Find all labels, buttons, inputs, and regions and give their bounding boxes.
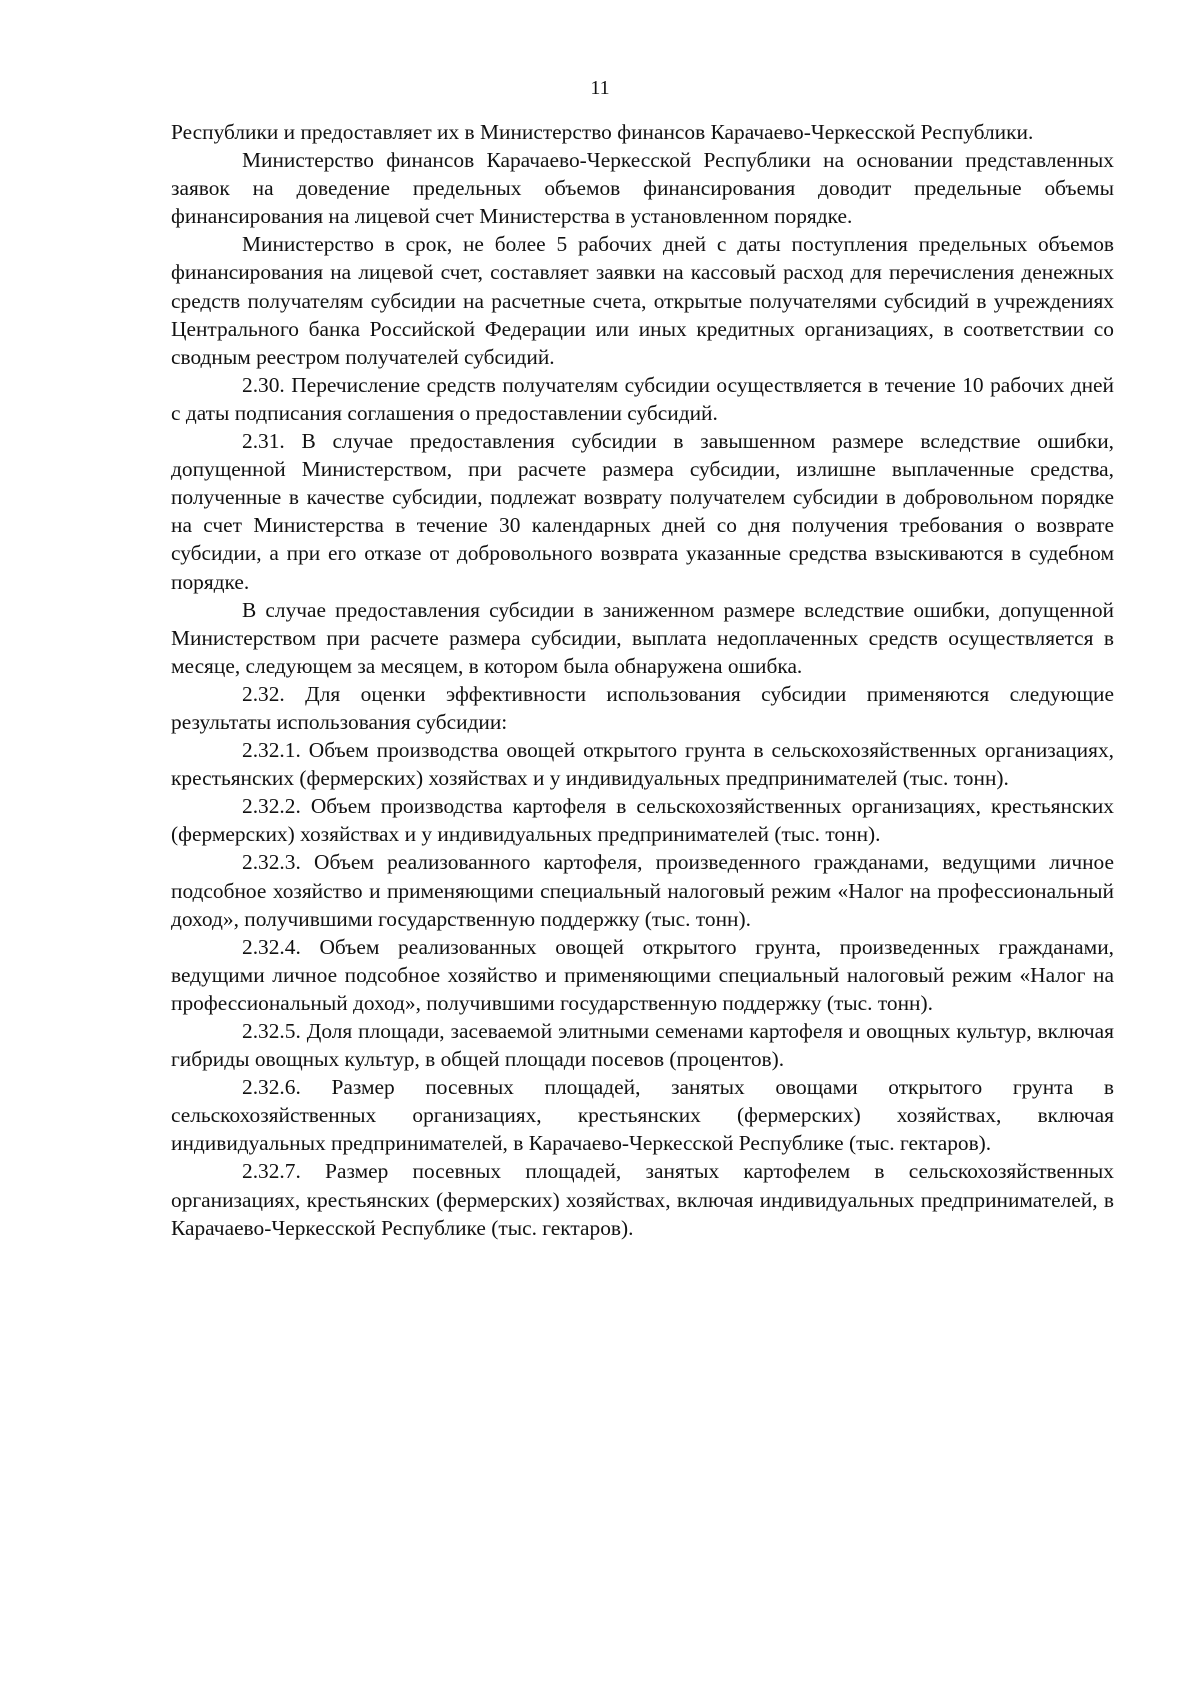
paragraph-2-31: 2.31. В случае предоставления субсидии в завышенном размере вследствие ошибки, допущенной Министерством, при расчете размера субсидии, излишне выплаченные средства, полученные в качестве субсидии, подлежат возврату получателем субсидии в добровольном порядке на счет Министерства в течение 30 календарных дней со дня получения требования о возврате субсидии, а при его отказе от добровольного возврата указанные средства взыскиваются в судебном порядке. — [171, 429, 1114, 594]
paragraph-2-32-4: 2.32.4. Объем реализованных овощей открытого грунта, произведенных гражданами, ведущими личное подсобное хозяйство и применяющими специальный налоговый режим «Налог на профессиональный доход», получившими государственную поддержку (тыс. тонн). — [171, 934, 1114, 1015]
paragraph-continuation: Республики и предоставляет их в Министерство финансов Карачаево-Черкесской Республики. — [171, 120, 1034, 144]
paragraph: В случае предоставления субсидии в заниженном размере вследствие ошибки, допущенной Министерством при расчете размера субсидии, выплата недоплаченных средств осуществляется в месяце, следующем за месяцем, в котором была обнаружена ошибка. — [171, 597, 1114, 678]
paragraph-2-32-7: 2.32.7. Размер посевных площадей, занятых картофелем в сельскохозяйственных организациях, крестьянских (фермерских) хозяйствах, включая индивидуальных предпринимателей, в Карачаево-Черкесской Республике (тыс. гектаров). — [171, 1159, 1114, 1240]
paragraph: Министерство в срок, не более 5 рабочих дней с даты поступления предельных объемов финансирования на лицевой счет, составляет заявки на кассовый расход для перечисления денежных средств получателям субсидии на расчетные счета, открытые получателями субсидий в учреждениях Центрального банка Российской Федерации или иных кредитных организациях, в соответствии со сводным реестром получателей субсидий. — [171, 232, 1114, 369]
document-body — [171, 118, 1114, 1242]
page-number: 11 — [590, 77, 610, 99]
paragraph-2-32-6: 2.32.6. Размер посевных площадей, занятых овощами открытого грунта в сельскохозяйственных организациях, крестьянских (фермерских) хозяйствах, включая индивидуальных предпринимателей, в Карачаево-Черкесской Республике (тыс. гектаров). — [171, 1075, 1114, 1156]
paragraph-2-32-1: 2.32.1. Объем производства овощей открытого грунта в сельскохозяйственных организациях, крестьянских (фермерских) хозяйствах и у индивидуальных предпринимателей (тыс. тонн). — [171, 738, 1114, 791]
paragraph: Министерство финансов Карачаево-Черкесской Республики на основании представленных заявок на доведение предельных объемов финансирования доводит предельные объемы финансирования на лицевой счет Министерства в установленном порядке. — [171, 148, 1114, 229]
paragraph-2-32-5: 2.32.5. Доля площади, засеваемой элитными семенами картофеля и овощных культур, включая гибриды овощных культур, в общей площади посевов (процентов). — [171, 1019, 1114, 1072]
paragraph-2-32-2: 2.32.2. Объем производства картофеля в сельскохозяйственных организациях, крестьянских (фермерских) хозяйствах и у индивидуальных предпринимателей (тыс. тонн). — [171, 794, 1114, 847]
paragraph-2-30: 2.30. Перечисление средств получателям субсидии осуществляется в течение 10 рабочих дней с даты подписания соглашения о предоставлении субсидий. — [171, 372, 1114, 425]
paragraph-2-32: 2.32. Для оценки эффективности использования субсидии применяются следующие результаты использования субсидии: — [171, 681, 1114, 734]
paragraph-2-32-3: 2.32.3. Объем реализованного картофеля, произведенного гражданами, ведущими личное подсобное хозяйство и применяющими специальный налоговый режим «Налог на профессиональный доход», получившими государственную поддержку (тыс. тонн). — [171, 850, 1114, 931]
